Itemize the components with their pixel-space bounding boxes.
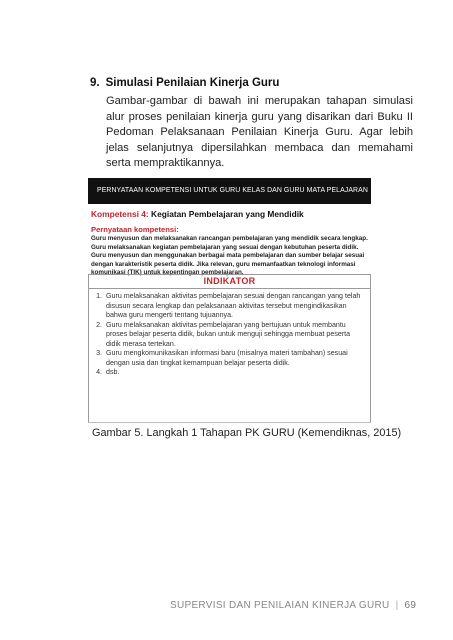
list-item [89,321,370,350]
list-item [89,368,370,378]
list-item [89,349,370,368]
footer-separator: | [395,600,399,611]
indikator-text: Guru melaksanakan aktivitas pembelajaran sesuai dengan rancangan yang telah disusun secara lengkap dan pelaksanaan aktivitas tersebut mengindikasikan bahwa guru mengerti tentang tujuannya. [106,292,361,319]
indikator-box [88,274,371,422]
indikator-text: Guru melaksanakan aktivitas pembelajaran yang bertujuan untuk membantu proses belajar peserta didik, bukan untuk menguji sehingga membuat peserta didik merasa tertekan. [106,320,351,348]
competency-figure [88,178,371,423]
list-item [89,292,370,321]
indikator-title: INDIKATOR [89,275,370,289]
indikator-text: dsb. [106,368,120,376]
figure-header: PERNYATAAN KOMPETENSI UNTUK GURU KELAS DAN GURU MATA PELAJARAN [88,178,371,204]
pernyataan-text: Guru menyusun dan melaksanakan rancangan pembelajaran yang mendidik secara lengkap. Guru melaksanakan kegiatan pembelajaran yang sesuai dengan kebutuhan peserta didik. Guru menyusun dan menggunakan berbagai mata pembelajaran dan sumber belajar sesuai dengan karakteristik peserta didik. Jika relevan, guru memanfaatkan teknologi informasi komunikasi (TIK) untuk kepentingan pembelajaran. [91,235,368,277]
indikator-list [89,292,370,378]
footer-title: SUPERVISI DAN PENILAIAN KINERJA GURU [170,600,390,611]
kompetensi-label: Kompetensi 4: [91,209,149,219]
page-footer [170,600,416,611]
indikator-number: 4. [96,368,102,376]
section-title: Simulasi Penilaian Kinerja Guru [105,77,280,89]
indikator-number: 2. [96,320,102,329]
kompetensi-line [91,209,371,219]
kompetensi-name: Kegiatan Pembelajaran yang Mendidik [151,209,304,219]
section-paragraph: Gambar-gambar di bawah ini merupakan tahapan simulasi alur proses penilaian kinerja guru yang disarikan dari Buku II Pedoman Pelaksanaan Penilaian Kinerja Guru. Agar lebih jelas selanjutnya dipersilahkan membaca dan memahami serta mempraktikannya. [106,95,413,170]
pernyataan-title: Pernyataan kompetensi: [91,225,179,234]
section-number: 9. [90,77,100,89]
section-heading [90,77,279,89]
indikator-text: Guru mengkomunikasikan informasi baru (misalnya materi tambahan) sesuai dengan usia dan tingkat kemampuan belajar peserta didik. [106,349,348,367]
figure-caption: Gambar 5. Langkah 1 Tahapan PK GURU (Kemendiknas, 2015) [92,427,402,439]
page-number: 69 [404,600,417,611]
indikator-number: 1. [96,292,102,300]
indikator-number: 3. [96,349,102,357]
